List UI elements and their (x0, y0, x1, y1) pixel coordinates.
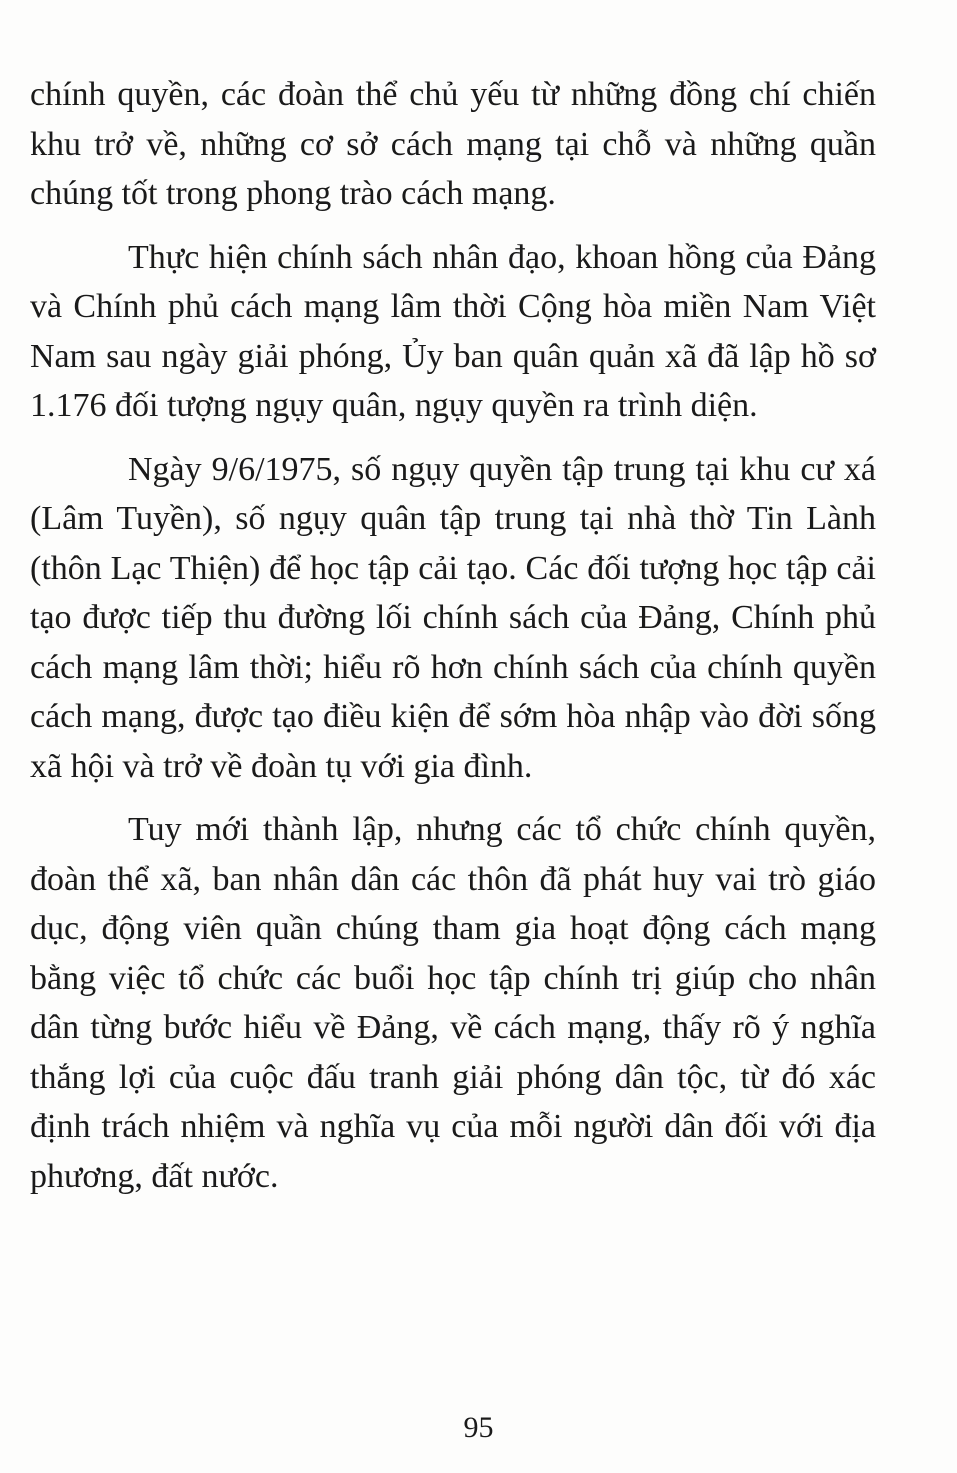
body-text (30, 70, 876, 1215)
paragraph-4: Tuy mới thành lập, nhưng các tổ chức chính quyền, đoàn thể xã, ban nhân dân các thôn đã phát huy vai trò giáo dục, động viên quần chúng tham gia hoạt động cách mạng bằng việc tổ chức các buổi học tập chính trị giúp cho nhân dân từng bước hiểu về Đảng, về cách mạng, thấy rõ ý nghĩa thắng lợi của cuộc đấu tranh giải phóng dân tộc, từ đó xác định trách nhiệm và nghĩa vụ của mỗi người dân đối với địa phương, đất nước. (30, 811, 876, 1195)
paragraph-1: chính quyền, các đoàn thể chủ yếu từ những đồng chí chiến khu trở về, những cơ sở cách mạng tại chỗ và những quần chúng tốt trong phong trào cách mạng. (30, 76, 876, 212)
paragraph-3: Ngày 9/6/1975, số ngụy quyền tập trung tại khu cư xá (Lâm Tuyền), số ngụy quân tập trung tại nhà thờ Tin Lành (thôn Lạc Thiện) để học tập cải tạo. Các đối tượng học tập cải tạo được tiếp thu đường lối chính sách của Đảng, Chính phủ cách mạng lâm thời; hiểu rõ hơn chính sách của chính quyền cách mạng, được tạo điều kiện để sớm hòa nhập vào đời sống xã hội và trở về đoàn tụ với gia đình. (30, 450, 876, 785)
paragraph-2: Thực hiện chính sách nhân đạo, khoan hồng của Đảng và Chính phủ cách mạng lâm thời Cộng hòa miền Nam Việt Nam sau ngày giải phóng, Ủy ban quân quản xã đã lập hồ sơ 1.176 đối tượng ngụy quân, ngụy quyền ra trình diện. (30, 238, 876, 424)
page-number: 95 (463, 1411, 494, 1444)
